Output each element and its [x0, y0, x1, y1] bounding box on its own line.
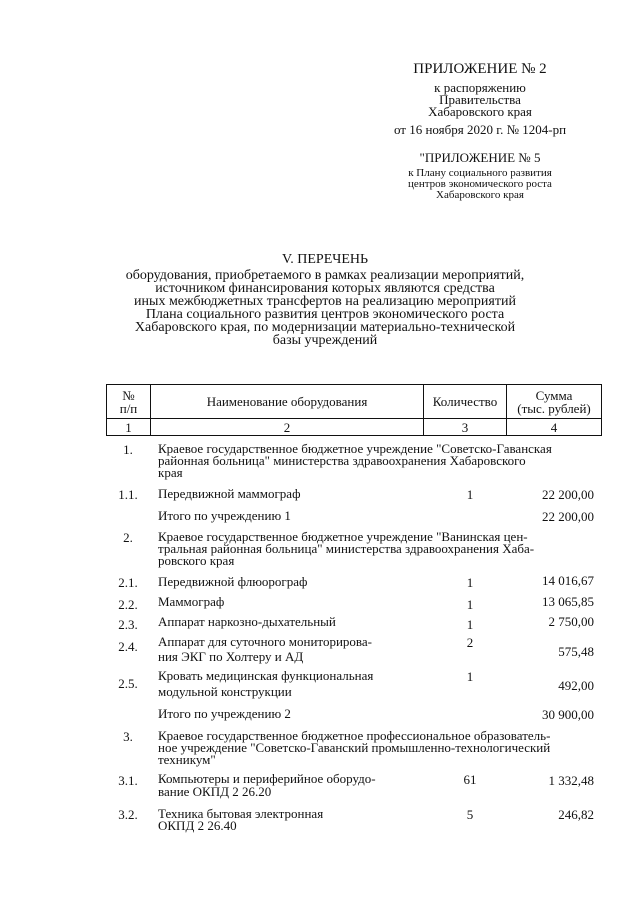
row-name-line: тральная районная больница" министерства здравоохранения Хаба-	[158, 541, 535, 556]
col-number-2: 2	[151, 419, 424, 436]
row-quantity: 1	[466, 617, 474, 632]
row-sum: 14 016,67	[542, 573, 594, 588]
row-name-line: ровского края	[158, 553, 235, 568]
row-sum: 246,82	[558, 807, 594, 822]
row-sum: 22 200,00	[542, 487, 594, 502]
row-name-line: Техника бытовая электронная	[158, 806, 324, 821]
header-sum-line1: Сумма	[535, 387, 573, 403]
row-sum: 22 200,00	[542, 509, 594, 524]
row-quantity: 1	[466, 597, 474, 612]
plan-line-2: центров экономического роста	[408, 178, 552, 190]
row-number: 2.2.	[118, 597, 138, 612]
row-quantity: 1	[466, 669, 474, 684]
row-number: 2.4.	[118, 639, 138, 654]
header-num-line2: п/п	[119, 400, 138, 416]
row-sum: 13 065,85	[542, 594, 594, 609]
row-name-line: Компьютеры и периферийное оборудо-	[158, 771, 376, 786]
row-number: 3.1.	[118, 773, 138, 788]
row-name-line: ния ЭКГ по Холтеру и АД	[158, 649, 304, 664]
header-sum-line2: (тыс. рублей)	[517, 400, 591, 416]
header-num	[107, 385, 151, 419]
list-heading: V. ПЕРЕЧЕНЬ	[281, 252, 369, 267]
appendix5-line: "ПРИЛОЖЕНИЕ № 5	[419, 150, 541, 165]
government-line: Правительства	[439, 92, 521, 107]
row-name-line: Аппарат наркозно-дыхательный	[158, 614, 336, 629]
appendix-number: ПРИЛОЖЕНИЕ № 2	[413, 61, 547, 77]
row-sum: 492,00	[558, 678, 594, 693]
row-quantity: 5	[466, 807, 474, 822]
row-name-line: края	[158, 465, 183, 480]
row-sum: 30 900,00	[542, 707, 594, 722]
row-number: 2.	[123, 530, 133, 545]
header-qty: Количество	[424, 385, 507, 419]
row-name-line: Передвижной флюорограф	[158, 574, 308, 589]
title-line-6: базы учреждений	[272, 333, 378, 348]
to-order-line: к распоряжению	[434, 80, 526, 95]
row-name-line: ное учреждение "Советско-Гаванский промышленно-технологический	[158, 740, 551, 755]
equipment-table-header	[106, 384, 602, 436]
row-number: 2.3.	[118, 617, 138, 632]
row-name-line: Кровать медицинская функциональная	[158, 668, 374, 683]
row-number: 2.1.	[118, 575, 138, 590]
row-name-line: ОКПД 2 26.40	[158, 818, 237, 833]
header-num-line1: №	[122, 387, 135, 403]
header-name: Наименование оборудования	[151, 385, 424, 419]
row-name-line: Маммограф	[158, 594, 225, 609]
row-number: 2.5.	[118, 676, 138, 691]
region-line: Хабаровского края	[428, 104, 532, 119]
row-name-line: техникум"	[158, 752, 216, 767]
row-number: 3.2.	[118, 807, 138, 822]
plan-line-3: Хабаровского края	[436, 189, 524, 201]
col-number-3: 3	[424, 419, 507, 436]
row-number: 3.	[123, 729, 133, 744]
row-sum: 1 332,48	[548, 773, 594, 788]
row-name-line: Передвижной маммограф	[158, 486, 301, 501]
row-quantity: 2	[466, 635, 474, 650]
plan-line-1: к Плану социального развития	[408, 167, 552, 179]
title-line-3: иных межбюджетных трансфертов на реализацию мероприятий	[134, 294, 516, 309]
row-quantity: 1	[466, 487, 474, 502]
row-name-line: районная больница" министерства здравоохранения Хабаровского	[158, 453, 526, 468]
title-line-1: оборудования, приобретаемого в рамках реализации мероприятий,	[125, 268, 525, 283]
header-sum	[507, 385, 602, 419]
row-sum: 575,48	[558, 644, 594, 659]
col-number-4: 4	[507, 419, 602, 436]
row-name-line: Итого по учреждению 1	[158, 508, 291, 523]
order-date-number: от 16 ноября 2020 г. № 1204-рп	[393, 122, 567, 137]
row-name-line: Итого по учреждению 2	[158, 706, 291, 721]
row-quantity: 1	[466, 575, 474, 590]
title-line-4: Плана социального развития центров экономического роста	[145, 307, 505, 322]
row-name-line: Краевое государственное бюджетное учреждение "Ванинская цен-	[158, 529, 528, 544]
row-name-line: Краевое государственное бюджетное профессиональное образователь-	[158, 728, 551, 743]
row-name-line: модульной конструкции	[158, 684, 292, 699]
title-line-5: Хабаровского края, по модернизации материально-технической	[134, 320, 516, 335]
row-name-line: Краевое государственное бюджетное учреждение "Советско-Гаванская	[158, 441, 552, 456]
row-number: 1.1.	[118, 487, 138, 502]
row-number: 1.	[123, 442, 133, 457]
row-name-line: вание ОКПД 2 26.20	[158, 784, 272, 799]
col-number-1: 1	[107, 419, 151, 436]
title-line-2: источником финансирования которых являются средства	[155, 281, 495, 296]
row-quantity: 61	[463, 772, 477, 787]
row-name-line: Аппарат для суточного мониторирова-	[158, 634, 372, 649]
row-sum: 2 750,00	[548, 614, 594, 629]
